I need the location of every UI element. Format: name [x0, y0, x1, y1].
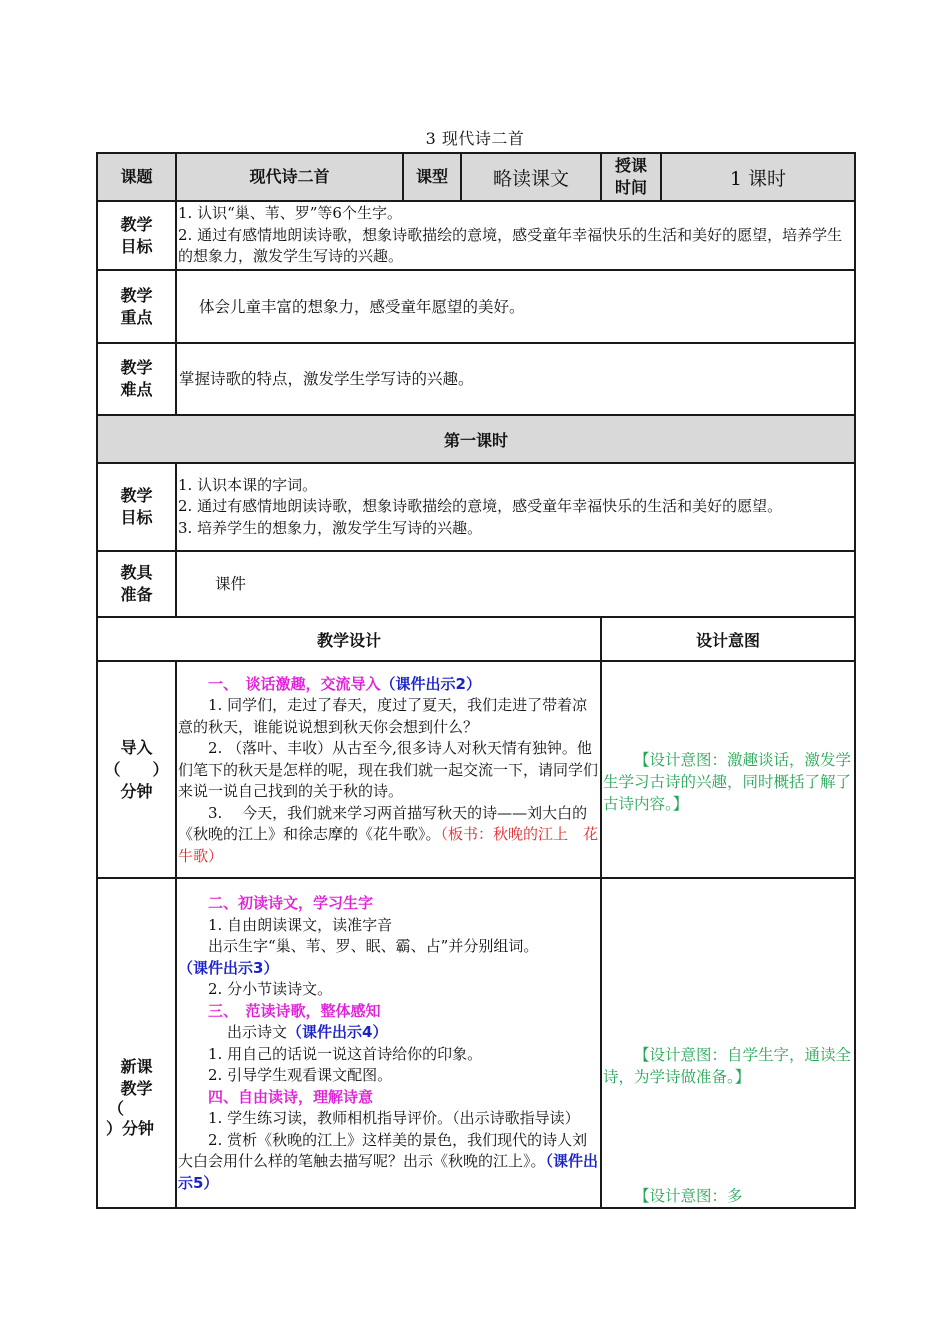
difficulties-label: [97, 343, 176, 415]
lesson1-goals-label: [97, 463, 176, 551]
intro-row: [97, 661, 855, 878]
new-lesson-label-line1: 新课: [120, 1057, 153, 1076]
lesson-plan-table: [96, 152, 856, 1209]
lesson1-heading-row: [97, 415, 855, 463]
time-label-line2: 时间: [614, 178, 647, 197]
goals-content: [176, 201, 855, 270]
intent-text: 【设计意图：自学生字，通读全诗，为学诗做准备。】: [603, 1046, 852, 1086]
key-points-label-line1: 教学: [120, 285, 153, 305]
design-header: 教学设计: [97, 617, 601, 661]
key-points-label-line2: 重点: [120, 307, 153, 327]
document-title: 3 现代诗二首: [425, 129, 525, 148]
goal-item: 1. 认识“巢、苇、罗”等6个生字。: [178, 204, 402, 223]
new-lesson-label-line3: （: [108, 1099, 125, 1118]
type-value: 略读课文: [461, 153, 601, 201]
intent-header: 设计意图: [601, 617, 855, 661]
board-note: （板书：秋晚的江上 花牛歌）: [178, 825, 599, 865]
intro-label-line1: 导入: [120, 737, 153, 757]
lesson1-goals-label-line1: 教学: [120, 486, 153, 505]
difficulties-label-line1: 教学: [120, 358, 153, 377]
design-header-row: [97, 617, 855, 661]
intro-label-line3: 分钟: [120, 781, 153, 801]
topic-label: 课题: [97, 153, 176, 201]
header-row: [97, 153, 855, 201]
intro-label-line2: （ ）: [104, 759, 169, 779]
time-label: [601, 153, 661, 201]
courseware-note: （课件出示2）: [380, 674, 481, 693]
goals-label-line1: 教学: [120, 214, 153, 234]
time-value: 1 课时: [661, 153, 855, 201]
new-lesson-label-line4: ）分钟: [106, 1119, 155, 1138]
key-points-label: [97, 270, 176, 343]
goals-label-line2: 目标: [120, 236, 153, 256]
tools-label-line1: 教具: [120, 563, 153, 582]
topic-value: 现代诗二首: [176, 153, 403, 201]
section-heading: 三、 范读诗歌，整体感知: [208, 1001, 381, 1020]
intro-content: [176, 661, 601, 878]
new-lesson-row: [97, 878, 855, 1208]
goal-item: 2. 通过有感情地朗读诗歌，想象诗歌描绘的意境，感受童年幸福快乐的生活和美好的愿望。: [178, 497, 783, 516]
difficulties-content: 掌握诗歌的特点，激发学生学写诗的兴趣。: [176, 343, 855, 415]
section-heading: 一、 谈话激趣，交流导入: [208, 674, 381, 693]
intro-label: [97, 661, 176, 878]
courseware-note: （课件出示5）: [178, 1152, 599, 1192]
paragraph: 出示诗文: [227, 1023, 288, 1041]
key-points-content: 体会儿童丰富的想象力，感受童年愿望的美好。: [176, 270, 855, 343]
goal-item: 3. 培养学生的想象力，激发学生写诗的兴趣。: [178, 518, 483, 537]
intent-text: 【设计意图：多: [634, 1187, 743, 1205]
paragraph: 2. 赏析《秋晚的江上》这样美的景色，我们现代的诗人刘大白会用什么样的笔触去描写呢？出示《秋晚的江上》。: [178, 1130, 588, 1170]
time-label-line1: 授课: [614, 156, 647, 175]
paragraph: 1. 自由朗读课文，读准字音: [208, 915, 393, 934]
paragraph: 1. 学生练习读，教师相机指导评价。（出示诗歌指导读）: [208, 1109, 580, 1127]
paragraph: 3. 今天，我们就来学习两首描写秋天的诗——刘大白的《秋晚的江上》和徐志摩的《花牛歌》。: [178, 803, 588, 844]
lesson1-goals-label-line2: 目标: [120, 508, 153, 527]
paragraph: 2. 分小节读诗文。: [208, 980, 333, 998]
key-points-row: [97, 270, 855, 343]
new-lesson-label-line2: 教学: [120, 1079, 153, 1098]
paragraph: 2. 引导学生观看课文配图。: [208, 1066, 393, 1084]
tools-content: 课件: [176, 551, 855, 617]
lesson1-goals-row: [97, 463, 855, 551]
new-lesson-content: [176, 878, 601, 1208]
goal-item: 2. 通过有感情地朗读诗歌，想象诗歌描绘的意境，感受童年幸福快乐的生活和美好的愿望，培养学生的想象力，激发学生写诗的兴趣。: [178, 225, 843, 266]
lesson1-title: 第一课时: [97, 415, 855, 463]
goals-label: [97, 201, 176, 270]
paragraph: 1. 用自己的话说一说这首诗给你的印象。: [208, 1044, 483, 1063]
intent-text: 【设计意图：激趣谈话，激发学生学习古诗的兴趣，同时概括了解了古诗内容。】: [603, 750, 852, 813]
goals-row: [97, 201, 855, 270]
new-lesson-label: [97, 878, 176, 1208]
tools-label: [97, 551, 176, 617]
lesson1-goals-content: [176, 463, 855, 551]
goal-item: 1. 认识本课的字词。: [178, 475, 318, 494]
courseware-note: （课件出示4）: [287, 1023, 388, 1041]
type-label: 课型: [403, 153, 461, 201]
tools-row: [97, 551, 855, 617]
difficulties-label-line2: 难点: [120, 380, 153, 399]
tools-label-line2: 准备: [120, 585, 153, 604]
paragraph: 2. （落叶、丰收）从古至今,很多诗人对秋天情有独钟。他们笔下的秋天是怎样的呢，现在我们就一起交流一下，请同学们来说一说自己找到的关于秋的诗。: [178, 739, 599, 801]
new-lesson-intent: [601, 878, 855, 1208]
paragraph: 1. 同学们，走过了春天，度过了夏天，我们走进了带着凉意的秋天，谁能说说想到秋天你会想到什么？: [178, 696, 588, 736]
section-heading: 四、自由读诗，理解诗意: [208, 1087, 374, 1106]
difficulties-row: [97, 343, 855, 415]
courseware-note: （课件出示3）: [178, 958, 279, 977]
paragraph: 出示生字“巢、苇、罗、眠、霸、占”并分别组词。: [208, 937, 539, 955]
section-heading: 二、初读诗文，学习生字: [208, 894, 374, 912]
intro-intent: [601, 661, 855, 878]
